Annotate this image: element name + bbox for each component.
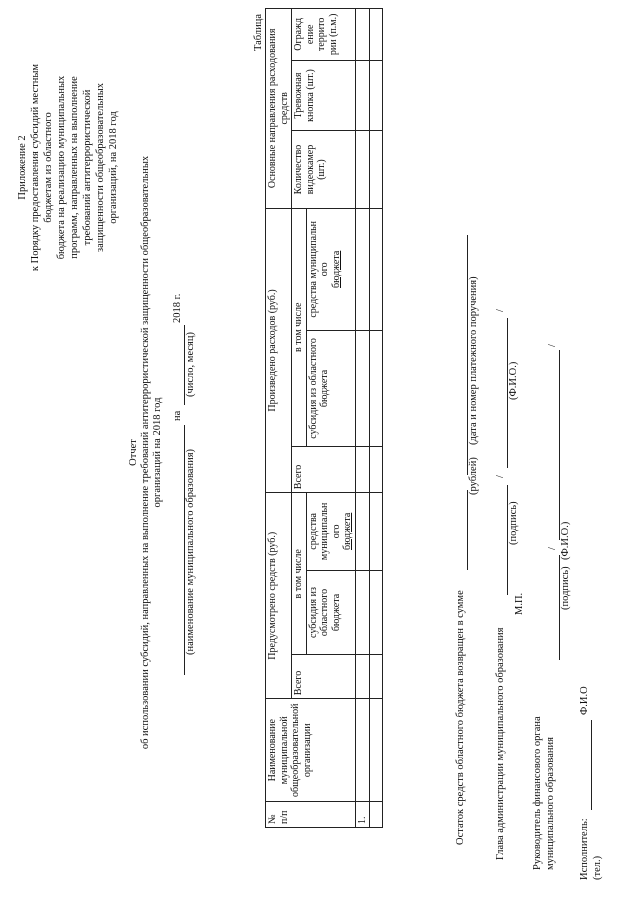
executor-label: Исполнитель:: [579, 818, 590, 880]
finance-head-label: Руководитель финансового органа: [532, 716, 543, 870]
table-cell[interactable]: [370, 446, 383, 492]
finance-head-label: муниципального образования: [545, 737, 556, 870]
finance-signature-line: [547, 555, 560, 660]
planned-total-header: Всего: [292, 655, 356, 699]
table-cell[interactable]: [355, 331, 370, 447]
rubles-caption: (рублей): [468, 457, 479, 495]
head-fio-caption: (Ф.И.О.): [508, 361, 519, 400]
spent-group-header: Произведено расходов (руб.): [266, 208, 292, 493]
report-table: [265, 8, 383, 828]
table-cell[interactable]: [355, 446, 370, 492]
finance-signature-caption: (подпись): [560, 566, 571, 610]
table-cell[interactable]: [355, 9, 370, 61]
table-cell[interactable]: [370, 802, 383, 828]
planned-including-header: в том числе: [292, 493, 307, 655]
municipality-name-line: [172, 425, 185, 675]
report-date-line: [172, 325, 185, 405]
planned-group-header: Предусмотрено средств (руб.): [266, 493, 292, 699]
table-cell[interactable]: [370, 655, 383, 699]
finance-fio-line: [547, 350, 560, 540]
planned-regional-header: субсидия из областного бюджета: [306, 570, 355, 655]
table-cell[interactable]: [355, 570, 370, 655]
col-name-header: Наименование муниципальной общеобразовательной организации: [266, 699, 356, 802]
table-cell[interactable]: [355, 60, 370, 131]
stamp-place: М.П.: [514, 592, 525, 615]
fence-header: Огражд ение террито рии (п.м.): [292, 9, 356, 61]
table-label: Таблица: [253, 14, 264, 52]
directions-group-header: Основные направления расходования средств: [266, 9, 292, 209]
report-subtitle: организаций на 2018 год: [152, 397, 163, 508]
appendix-line: организаций, на 2018 год: [108, 111, 119, 224]
head-fio-line: [495, 318, 508, 468]
remainder-text: Остаток средств областного бюджета возвращен в сумме: [455, 590, 466, 845]
planned-municipal-header: [306, 493, 355, 570]
executor-fio: Ф.И.О: [579, 686, 590, 715]
table-cell[interactable]: [355, 131, 370, 208]
report-na: на: [172, 410, 183, 421]
col-number-header: № п/п: [266, 802, 356, 828]
table-cell[interactable]: [370, 131, 383, 208]
spent-regional-header: субсидия из областного бюджета: [306, 331, 355, 447]
table-cell[interactable]: [370, 9, 383, 61]
table-cell[interactable]: [355, 493, 370, 570]
appendix-line: программ, направленных на выполнение: [69, 76, 80, 259]
municipal-header-text: ого: [330, 524, 342, 539]
remainder-amount-line: [455, 490, 468, 570]
municipal-header-text: ого: [319, 262, 330, 277]
cameras-header: Количество видеокамер (шт.): [292, 131, 356, 208]
table-cell[interactable]: [370, 60, 383, 131]
alarm-button-header: Тревожная кнопка (шт.): [292, 60, 356, 131]
municipal-header-text: бюджета: [330, 250, 342, 288]
table-cell[interactable]: [355, 655, 370, 699]
table-cell[interactable]: [355, 208, 370, 330]
finance-fio-caption: (Ф.И.О.): [560, 521, 571, 560]
municipal-header-text: бюджета: [342, 512, 353, 551]
appendix-header: [16, 40, 120, 295]
table-cell[interactable]: [370, 331, 383, 447]
payment-order-line: [455, 235, 468, 475]
payment-caption: (дата и номер платежного поручения): [468, 276, 479, 445]
row-number: 1.: [355, 802, 370, 828]
report-subtitle: об использовании субсидий, направленных на выполнение требований антитеррористической защищенности общеобразовательных: [140, 155, 151, 750]
head-signature-caption: (подпись): [508, 501, 519, 545]
table-cell[interactable]: [355, 699, 370, 802]
phone-caption: (тел.): [592, 855, 603, 880]
report-year: 2018 г.: [172, 293, 183, 323]
table-cell[interactable]: [370, 208, 383, 330]
appendix-line: бюджетам из областного: [43, 112, 54, 223]
report-title: Отчет: [128, 439, 139, 466]
spent-total-header: Всего: [292, 446, 356, 492]
head-admin-label: Глава администрации муниципального образования: [495, 627, 506, 860]
appendix-line: Приложение 2: [17, 135, 28, 200]
executor-line: [579, 720, 592, 810]
table-cell[interactable]: [370, 493, 383, 570]
date-caption: (число, месяц): [185, 332, 196, 397]
spent-municipal-header: [306, 208, 355, 330]
rotated-document: Приложение 2 к Порядку предоставления субсидий местным бюджетам из областного бюджета на реализацию муниципальных программ, направленных на выполнение требований антитеррористической защищенности общеобразовательных организаций, на 2018 год Отчет об использовании субсидий, направленных на выполнение требований антитеррористической защищенности общеобразовательных организаций на 2018 год на 2018 г. (наименование муниципального образования) (число, месяц) Таблица № п/п Наименование муниципальной общеобразовательной организации Предусмотрено средств (руб.) Произведено расходов (руб.) Основные направления расходования средств Всего в том числе Всего в том числе Количество видеокамер (шт.) Тревожная кнопка (шт.) Огражд ение террито рии (п.м.) субсидия из областного бюджета средства муниципальн ого бюджета субсидия из областного бюджета средства муниципальн ого бюджета 1. Остаток средств областного бюджета возвращен в сумме (рублей) (дата и номер платежного поручения) Глава администрации муниципального образования / / (подпись) (Ф.И.О.) М.П. Руководитель финансового органа муниципального образования / / (подпись) (Ф.И.О.) Исполнитель: Ф.И.О (тел.): [0, 0, 640, 905]
municipal-header-text: средства муниципальн: [307, 502, 330, 561]
municipality-caption: (наименование муниципального образования): [185, 448, 196, 655]
table-cell[interactable]: [370, 570, 383, 655]
spent-including-header: в том числе: [292, 208, 307, 446]
appendix-line: защищенности общеобразовательных: [95, 82, 106, 253]
head-signature-line: [495, 485, 508, 595]
table-cell[interactable]: [370, 699, 383, 802]
appendix-line: бюджета на реализацию муниципальных: [56, 75, 67, 260]
appendix-line: к Порядку предоставления субсидий местным: [30, 63, 41, 272]
municipal-header-text: средства муниципальн: [307, 220, 319, 318]
appendix-line: требований антитеррористической: [82, 89, 93, 246]
